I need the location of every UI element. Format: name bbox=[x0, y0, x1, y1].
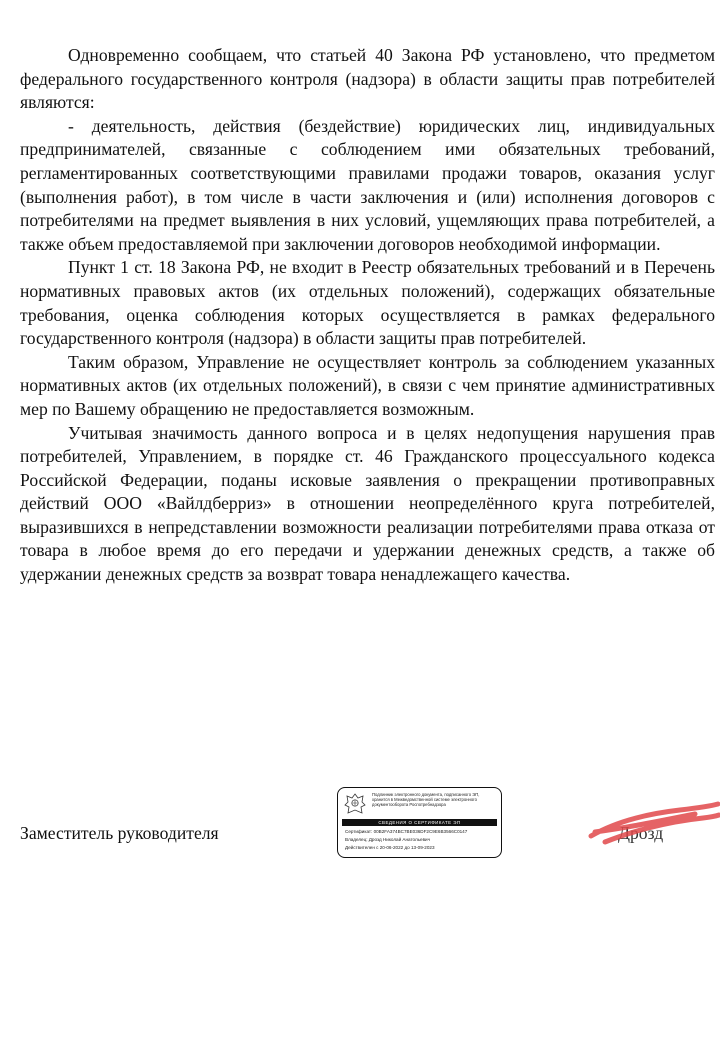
signatory-surname: Дрозд bbox=[618, 823, 664, 843]
stamp-owner: Владелец: Дрозд Николай Анатольевич bbox=[345, 837, 430, 842]
stamp-header: СВЕДЕНИЯ О СЕРТИФИКАТЕ ЭП bbox=[342, 819, 497, 826]
paragraph-conclusion: Таким образом, Управление не осуществляет контроль за соблюдением указанных нормативных актов (их отдельных положений), в связи с чем принятие административных мер по Вашему обращению не предоставляется возможным. bbox=[20, 351, 715, 419]
stamp-validity: Действителен с 20-06-2022 до 13-09-2023 bbox=[345, 845, 435, 850]
stamp-certificate: Сертификат: 00B2FA374BC7BE036DF2C9E6B3566C0147 bbox=[345, 829, 468, 834]
paragraph-lawsuit: Учитывая значимость данного вопроса и в целях недопущения нарушения прав потребителей, Управлением, в порядке ст. 46 Гражданского процессуального кодекса Российской Федерации, поданы исковые заявления о прекращении противоправных действий ООО «Вайлдберриз» в отношении неопределённого круга потребителей, выразившихся в непредставлении возможности реализации потребителями права отказа от товара в любое время до его передачи и удержании денежных средств, а также об удержании денежных средств за возврат товара ненадлежащего качества. bbox=[20, 422, 715, 585]
stamp-notice-text: Подлинник электронного документа, подписанного ЭП, хранится в Межведомственной системе электронного документооборота Роспотребнадзора bbox=[372, 792, 480, 807]
coat-of-arms-icon bbox=[344, 792, 366, 816]
handwritten-signature-icon bbox=[585, 792, 720, 852]
signatory-position: Заместитель руководителя bbox=[20, 823, 219, 843]
paragraph-registry: Пункт 1 ст. 18 Закона РФ, не входит в Реестр обязательных требований и в Перечень нормативных правовых актов (их отдельных положений), содержащих обязательные требования, оценка соблюдения которых осуществляется в рамках федерального государственного контроля (надзора) в области защиты прав потребителей. bbox=[20, 257, 715, 349]
paragraph-list-item: - деятельность, действия (бездействие) юридических лиц, индивидуальных предпринимателей, связанные с соблюдением ими обязательных требований, регламентированных соответствующими правилами продажи товаров, оказания услуг (выполнения работ), в том числе в части заключения и (или) исполнения договоров с потребителями на предмет выявления в них условий, ущемляющих права потребителей, а также объем предоставляемой при заключении договоров необходимой информации. bbox=[20, 115, 715, 254]
electronic-signature-stamp bbox=[337, 787, 502, 858]
paragraph-intro: Одновременно сообщаем, что статьей 40 Закона РФ установлено, что предметом федерального государственного контроля (надзора) в области защиты прав потребителей являются: bbox=[20, 45, 715, 113]
